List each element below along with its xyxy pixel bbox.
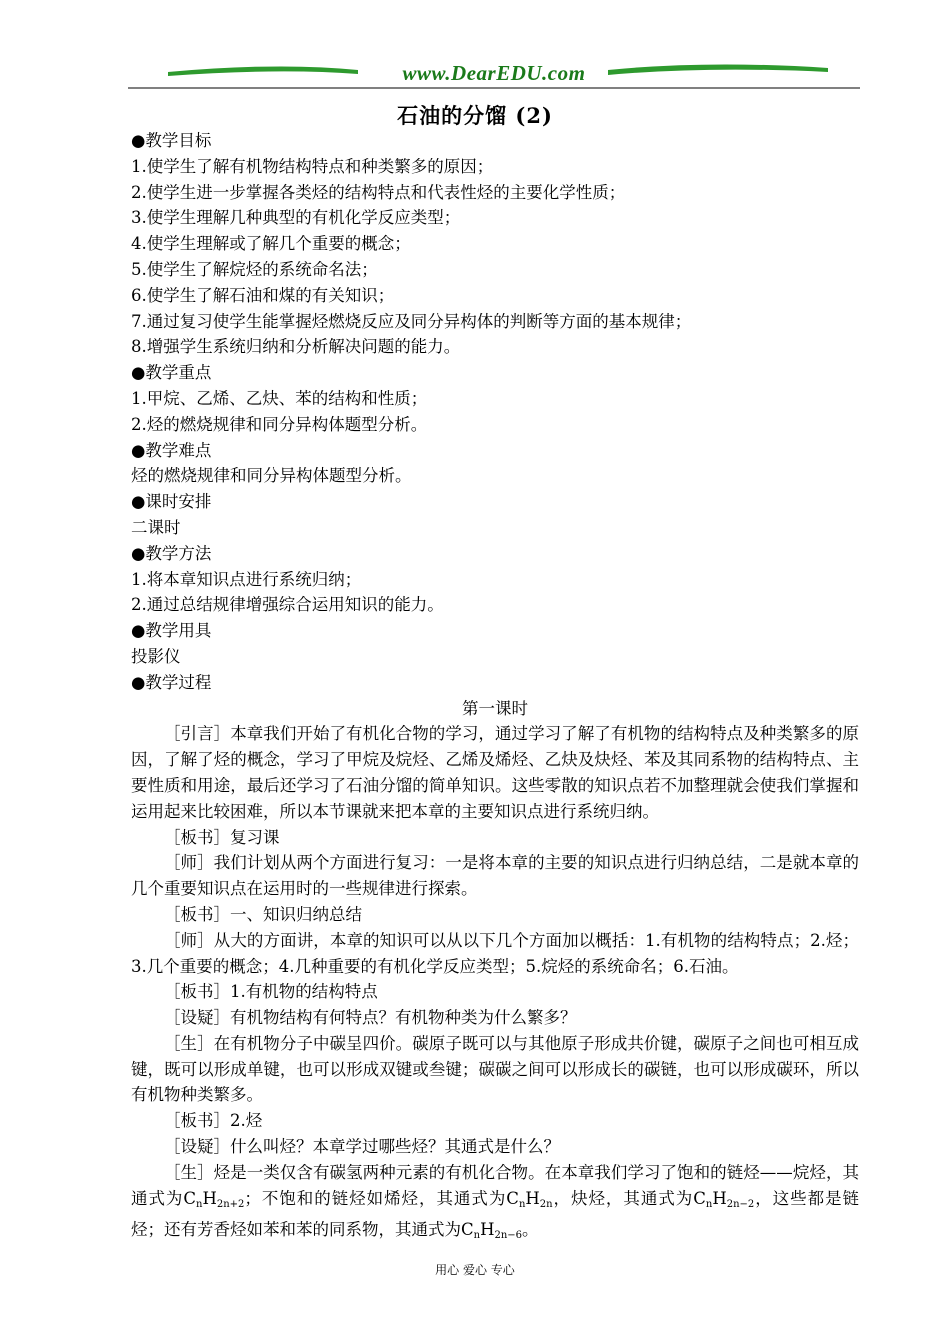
subscript: n — [518, 1198, 526, 1210]
list-item: 8.增强学生系统归纳和分析解决问题的能力。 — [131, 337, 461, 357]
list-item: 2.烃的燃烧规律和同分异构体题型分析。 — [131, 414, 428, 434]
paragraph: ［引言］本章我们开始了有机化合物的学习，通过学习了解了有机物的结构特点及种类繁多的原因，了解了烃的概念，学习了甲烷及烷烃、乙烯及烯烃、乙炔及炔烃、苯及其同系物的结构特点、主要性质和用途，最后还学习了石油分馏的简单知识。这些零散的知识点若不加整理就会使我们掌握和运用起来比较困难，所以本节课就来把本章的主要知识点进行系统归纳。 — [131, 724, 859, 821]
paragraph: ［设疑］什么叫烃？本章学过哪些烃？其通式是什么？ — [164, 1137, 560, 1157]
paragraph-formulas — [131, 1160, 859, 1249]
paragraph: ［设疑］有机物结构有何特点？有机物种类为什么繁多？ — [164, 1008, 577, 1028]
paragraph: ［师］我们计划从两个方面进行复习：一是将本章的主要的知识点进行归纳总结，二是就本章的几个重要知识点在运用时的一些规律进行探索。 — [131, 853, 859, 899]
text-run: ；不饱和的链烃如烯烃，其通式为C — [244, 1188, 519, 1208]
subscript: n — [196, 1198, 203, 1210]
paragraph: ［板书］一、知识归纳总结 — [164, 904, 362, 924]
text-run: ［生］烃是一类仅含有碳氢两种元素的有机化合物。在本章我们学习了饱和的链烃——烷烃，其通式为C — [131, 1162, 859, 1208]
paragraph: ［生］在有机物分子中碳呈四价。碳原子既可以与其他原子形成共价键，碳原子之间也可相互成键，既可以形成单键，也可以形成双键或叁键；碳碳之间可以形成长的碳链，也可以形成碳环，所以有机物种类繁多。 — [131, 1033, 859, 1105]
page-title: 石油的分馏 (2) — [397, 103, 553, 128]
section-heading: ●教学方法 — [131, 543, 212, 563]
text-run: 。 — [522, 1220, 539, 1240]
list-item: 3.使学生理解几种典型的有机化学反应类型； — [131, 208, 461, 228]
list-item: 烃的燃烧规律和同分异构体题型分析。 — [131, 466, 412, 486]
paragraph: ［师］从大的方面讲，本章的知识可以从以下几个方面加以概括：1.有机物的结构特点；2.烃；3.几个重要的概念；4.几种重要的有机化学反应类型；5.烷烃的系统命名；6.石油。 — [131, 930, 859, 976]
page-footer: 用心 爱心 专心 — [435, 1263, 515, 1277]
list-item: 5.使学生了解烷烃的系统命名法； — [131, 259, 378, 279]
list-item: 1.甲烷、乙烯、乙炔、苯的结构和性质； — [131, 388, 428, 408]
section-heading: ●教学目标 — [131, 131, 212, 150]
section-heading: ●教学用具 — [131, 621, 212, 641]
paragraph: ［板书］复习课 — [164, 827, 280, 847]
lesson-heading: 第一课时 — [462, 698, 528, 718]
text-run: H — [202, 1188, 217, 1208]
subscript: 2n−2 — [726, 1198, 755, 1210]
section-heading: ●教学重点 — [131, 363, 212, 383]
text-run: ，这些都是链烃；还有芳香烃如苯和苯的同系物，其通式为C — [131, 1188, 860, 1240]
document-body — [131, 128, 859, 1249]
list-item: 2.通过总结规律增强综合运用知识的能力。 — [131, 595, 444, 615]
text-run: H — [712, 1188, 727, 1208]
list-item: 6.使学生了解石油和煤的有关知识； — [131, 285, 395, 305]
subscript: n — [705, 1198, 713, 1210]
list-item: 7.通过复习使学生能掌握烃燃烧反应及同分异构体的判断等方面的基本规律； — [131, 311, 692, 331]
text-run: H — [480, 1220, 495, 1240]
list-item: 投影仪 — [131, 646, 181, 666]
list-item: 二课时 — [131, 517, 181, 537]
section-heading: ●课时安排 — [131, 492, 212, 512]
text-run: ，炔烃，其通式为C — [552, 1188, 706, 1208]
subscript: 2n+2 — [216, 1198, 245, 1210]
list-item: 2.使学生进一步掌握各类烃的结构特点和代表性烃的主要化学性质； — [131, 182, 626, 202]
list-item: 4.使学生理解或了解几个重要的概念； — [131, 234, 411, 254]
list-item: 1.使学生了解有机物结构特点和种类繁多的原因； — [131, 156, 494, 176]
list-item: 1.将本章知识点进行系统归纳； — [131, 569, 362, 589]
section-heading: ●教学过程 — [131, 672, 212, 692]
text-run: H — [525, 1188, 540, 1208]
subscript: 2n — [539, 1198, 553, 1210]
subscript: n — [473, 1230, 481, 1242]
site-header-banner — [128, 58, 860, 94]
paragraph: ［板书］2.烃 — [164, 1111, 263, 1131]
site-logo: www.DearEDU.com — [402, 61, 586, 85]
paragraph: ［板书］1.有机物的结构特点 — [164, 982, 378, 1002]
subscript: 2n−6 — [494, 1230, 523, 1242]
section-heading: ●教学难点 — [131, 440, 212, 460]
